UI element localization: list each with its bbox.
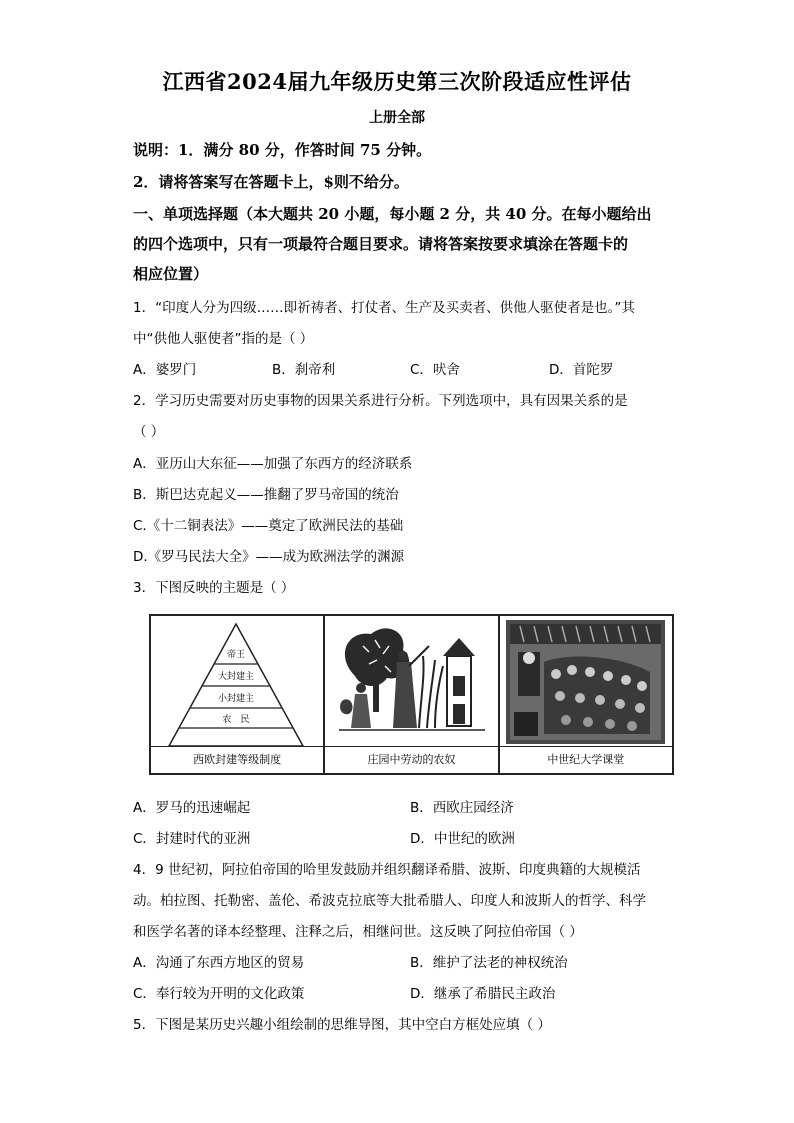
q2-option-a: A．亚历山大东征——加强了东西方的经济联系 <box>133 456 413 472</box>
exam-subtitle: 上册全部 <box>369 110 425 126</box>
q2-option-b: B．斯巴达克起义——推翻了罗马帝国的统治 <box>133 487 399 503</box>
serfs-illustration <box>325 616 496 749</box>
q4-option-d: D．继承了希腊民主政治 <box>410 986 556 1002</box>
q1-stem-line-1: 1．“印度人分为四级……即祈祷者、打仗者、生产及买卖者、供他人驱使者是也。”其 <box>133 300 635 316</box>
q4-stem-line-2: 动。柏拉图、托勒密、盖伦、希波克拉底等大批希腊人、印度人和波斯人的哲学、科学 <box>133 893 646 909</box>
q2-option-d: D.《罗马民法大全》——成为欧洲法学的渊源 <box>133 549 405 565</box>
caption-serfs: 庄园中劳动的农奴 <box>325 746 497 773</box>
q3-figure <box>149 614 674 775</box>
q3-option-c: C．封建时代的亚洲 <box>133 831 251 847</box>
caption-feudal-hierarchy: 西欧封建等级制度 <box>151 746 323 773</box>
q1-option-d: D．首陀罗 <box>549 362 614 378</box>
q4-option-b: B．维护了法老的神权统治 <box>410 955 568 971</box>
q1-option-b: B．刹帝利 <box>272 362 336 378</box>
q4-stem-line-1: 4．9 世纪初，阿拉伯帝国的哈里发鼓励并组织翻译希腊、波斯、印度典籍的大规模活 <box>133 862 641 878</box>
pyramid-level-3: 小封建主 <box>217 694 255 704</box>
exam-title: 江西省2024届九年级历史第三次阶段适应性评估 <box>162 69 632 94</box>
instruction-line-2: 2．请将答案写在答题卡上，$则不给分。 <box>133 173 409 191</box>
university-panel <box>500 616 672 773</box>
section-heading-line-3: 相应位置） <box>133 265 209 283</box>
pyramid-level-4: 农 民 <box>222 715 250 725</box>
feudal-pyramid <box>151 616 322 749</box>
q3-option-d: D．中世纪的欧洲 <box>410 831 515 847</box>
q2-stem-line-2: （ ） <box>133 424 165 440</box>
instruction-line-1: 说明：1．满分 80 分，作答时间 75 分钟。 <box>133 141 432 159</box>
caption-university: 中世纪大学课堂 <box>500 746 672 773</box>
q5-stem: 5．下图是某历史兴趣小组绘制的思维导图，其中空白方框处应填（ ） <box>133 1017 551 1033</box>
q1-option-a: A．婆罗门 <box>133 362 197 378</box>
q2-option-c: C.《十二铜表法》——奠定了欧洲民法的基础 <box>133 518 404 534</box>
pyramid-level-2: 大封建主 <box>217 672 255 682</box>
q4-option-a: A．沟通了东西方地区的贸易 <box>133 955 305 971</box>
pyramid-level-1: 帝王 <box>226 650 246 660</box>
q2-stem-line-1: 2．学习历史需要对历史事物的因果关系进行分析。下列选项中，具有因果关系的是 <box>133 393 628 409</box>
section-heading-line-2: 的四个选项中，只有一项最符合题目要求。请将答案按要求填涂在答题卡的 <box>133 235 629 253</box>
q3-stem: 3．下图反映的主题是（ ） <box>133 580 295 596</box>
q3-option-b: B．西欧庄园经济 <box>410 800 514 816</box>
q4-option-c: C．奉行较为开明的文化政策 <box>133 986 305 1002</box>
serfs-panel <box>325 616 499 773</box>
q3-option-a: A．罗马的迅速崛起 <box>133 800 251 816</box>
section-heading-line-1: 一、单项选择题（本大题共 20 小题，每小题 2 分，共 40 分。在每小题给出 <box>133 205 652 223</box>
q4-stem-line-3: 和医学名著的译本经整理、注释之后，相继问世。这反映了阿拉伯帝国（ ） <box>133 924 583 940</box>
q1-stem-line-2: 中“供他人驱使者”指的是（ ） <box>133 331 314 347</box>
classroom-illustration <box>500 616 671 749</box>
feudal-hierarchy-panel <box>151 616 325 773</box>
q1-option-c: C．吠舍 <box>410 362 460 378</box>
